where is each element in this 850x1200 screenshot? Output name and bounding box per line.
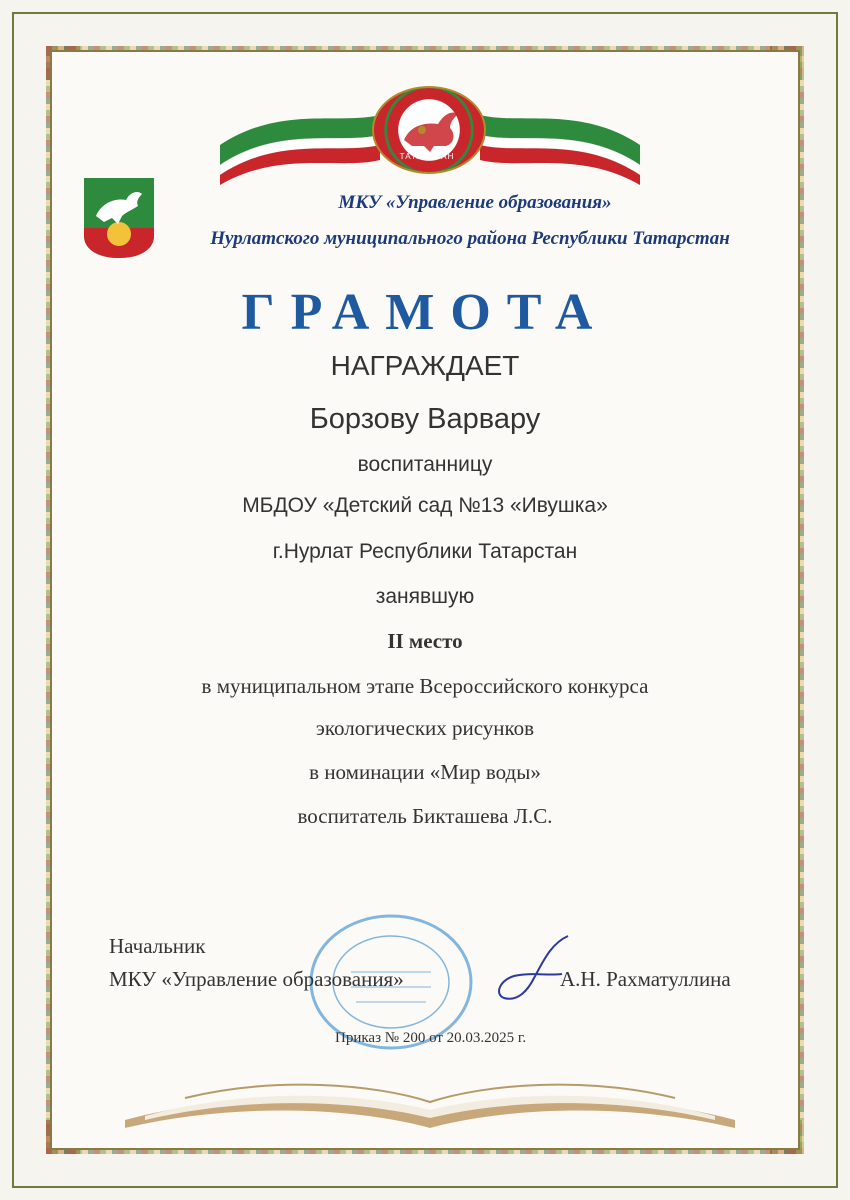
order-reference: Приказ № 200 от 20.03.2025 г. [335,1030,527,1046]
text-line: МБДОУ «Детский сад №13 «Ивушка» [242,494,608,517]
detail-line: воспитатель Бикташева Л.С. [297,804,553,828]
text-line: занявшую [375,585,475,608]
open-book-icon [125,1058,735,1133]
signatory-position-line1: Начальник [109,934,206,958]
signatory-name: А.Н. Рахматуллина [560,967,731,991]
place-award: II место [387,629,463,653]
signatory-position-line2: МКУ «Управление образования» [109,967,404,991]
detail-line: в номинации «Мир воды» [309,760,541,784]
recipient-name: Борзову Варвару [309,403,541,435]
coat-label: ТАТАРСТАН [399,152,455,161]
text-line: воспитанницу [357,453,493,476]
text-line: г.Нурлат Республики Татарстан [272,540,578,563]
org-name-line2: Нурлатского муниципального района Республики Татарстан [210,228,730,249]
detail-line: в муниципальном этапе Всероссийского конкурса [201,674,649,698]
awards-heading: НАГРАЖДАЕТ [330,350,520,381]
org-name-line1: МКУ «Управление образования» [338,192,612,213]
white-horse-emblem-icon [82,176,156,260]
detail-line: экологических рисунков [315,716,535,740]
certificate-title: ГРАМОТА [241,284,609,341]
